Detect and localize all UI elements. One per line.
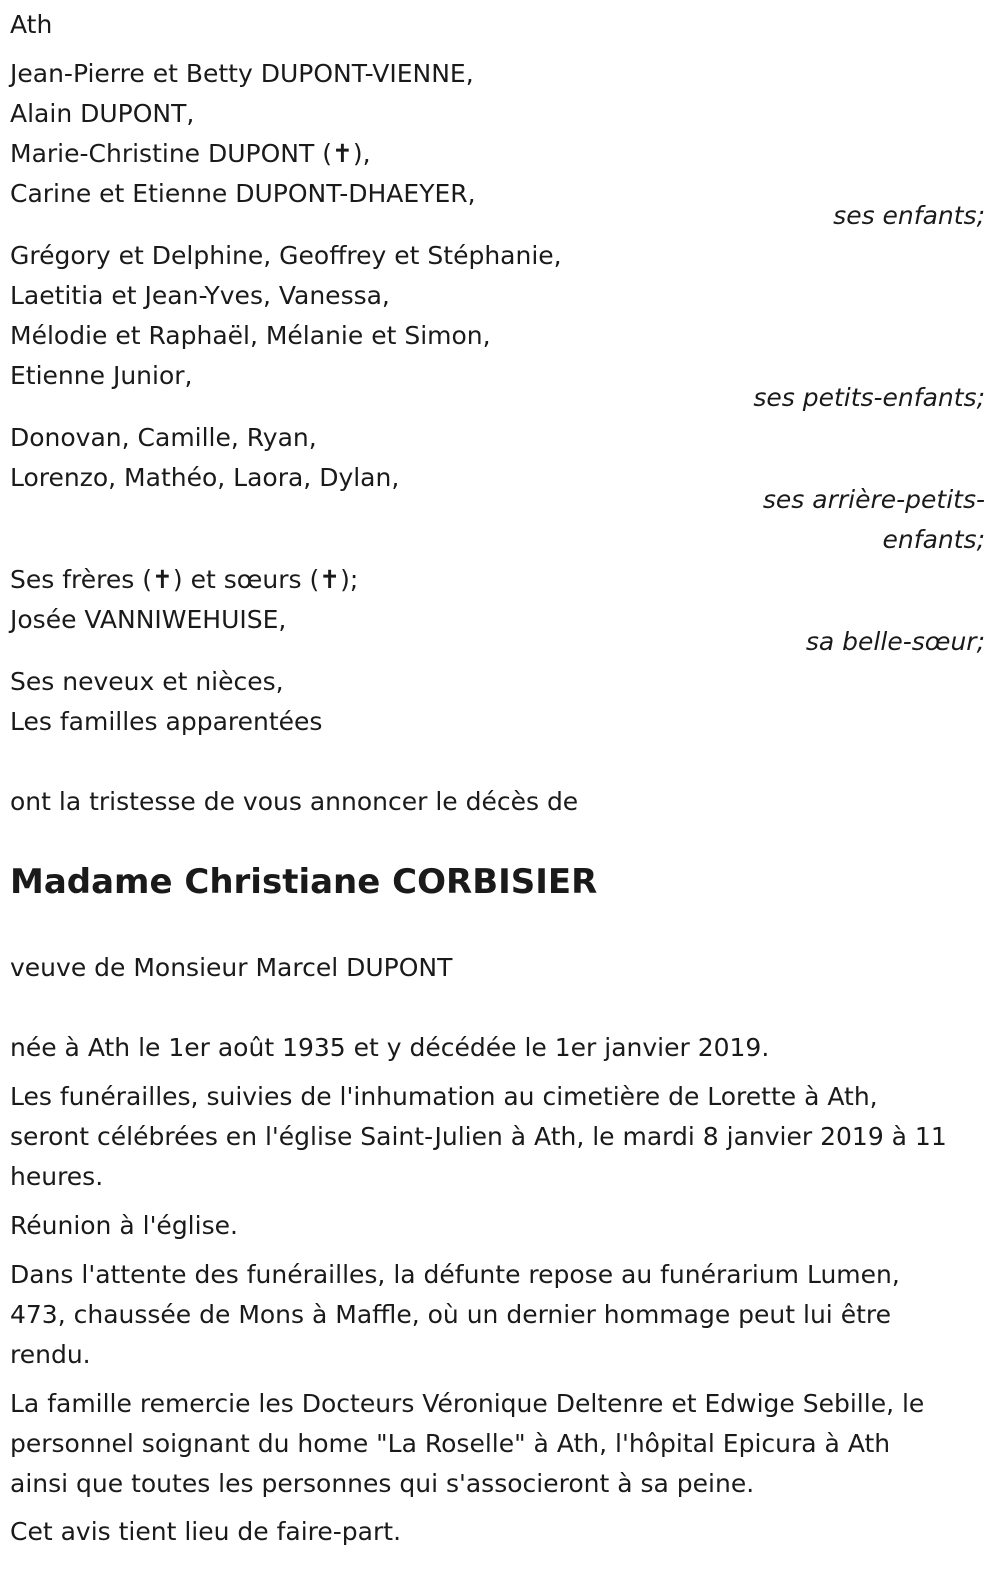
great-grandchild-name: Donovan, Camille, Ryan, <box>10 423 317 452</box>
widow-of: veuve de Monsieur Marcel DUPONT <box>10 953 453 982</box>
grandchild-name: Grégory et Delphine, Geoffrey et Stéphanie, <box>10 241 562 270</box>
grandchildren-role: ses petits-enfants; <box>753 383 985 412</box>
grandchildren-block <box>10 236 985 396</box>
great-grandchild-name: Lorenzo, Mathéo, Laora, Dylan, <box>10 463 400 492</box>
children-role: ses enfants; <box>833 201 985 230</box>
repose-paragraph <box>10 1255 985 1375</box>
thanks-line: La famille remercie les Docteurs Véronique Deltenre et Edwige Sebille, le <box>10 1389 925 1418</box>
repose-line: rendu. <box>10 1340 91 1369</box>
funeral-line: seront célébrées en l'église Saint-Julien à Ath, le mardi 8 janvier 2019 à 11 <box>10 1122 947 1151</box>
grandchild-name: Laetitia et Jean-Yves, Vanessa, <box>10 281 390 310</box>
funeral-line: Les funérailles, suivies de l'inhumation au cimetière de Lorette à Ath, <box>10 1082 878 1111</box>
other-relatives: Les familles apparentées <box>10 707 323 736</box>
funeral-paragraph <box>10 1077 985 1197</box>
thanks-line: ainsi que toutes les personnes qui s'associeront à sa peine. <box>10 1469 755 1498</box>
reunion-text: Réunion à l'église. <box>10 1211 238 1240</box>
closing-text: Cet avis tient lieu de faire-part. <box>10 1517 402 1546</box>
funeral-line: heures. <box>10 1162 104 1191</box>
thanks-line: personnel soignant du home "La Roselle" à Ath, l'hôpital Epicura à Ath <box>10 1429 891 1458</box>
sibling-line: Ses frères (✝) et sœurs (✝); <box>10 565 359 594</box>
repose-line: Dans l'attente des funérailles, la défunte repose au funérarium Lumen, <box>10 1260 900 1289</box>
child-name: Marie-Christine DUPONT (✝), <box>10 139 371 168</box>
child-name: Alain DUPONT, <box>10 99 195 128</box>
others-block <box>10 662 985 742</box>
grandchild-name: Etienne Junior, <box>10 361 193 390</box>
sibling-line: Josée VANNIWEHUISE, <box>10 605 287 634</box>
great-grandchildren-role-line2: enfants; <box>882 525 985 554</box>
child-name: Jean-Pierre et Betty DUPONT-VIENNE, <box>10 59 474 88</box>
grandchild-name: Mélodie et Raphaël, Mélanie et Simon, <box>10 321 491 350</box>
announcement-text: ont la tristesse de vous annoncer le décès de <box>10 787 579 816</box>
thanks-paragraph <box>10 1384 985 1504</box>
location: Ath <box>10 10 53 39</box>
repose-line: 473, chaussée de Mons à Maffle, où un dernier hommage peut lui être <box>10 1300 891 1329</box>
children-block <box>10 54 985 214</box>
siblings-role: sa belle-sœur; <box>805 627 985 656</box>
other-relatives: Ses neveux et nièces, <box>10 667 284 696</box>
deceased-name: Madame Christiane CORBISIER <box>10 862 598 902</box>
great-grandchildren-role-line1: ses arrière-petits- <box>762 485 985 514</box>
birth-death: née à Ath le 1er août 1935 et y décédée le 1er janvier 2019. <box>10 1033 770 1062</box>
child-name: Carine et Etienne DUPONT-DHAEYER, <box>10 179 476 208</box>
